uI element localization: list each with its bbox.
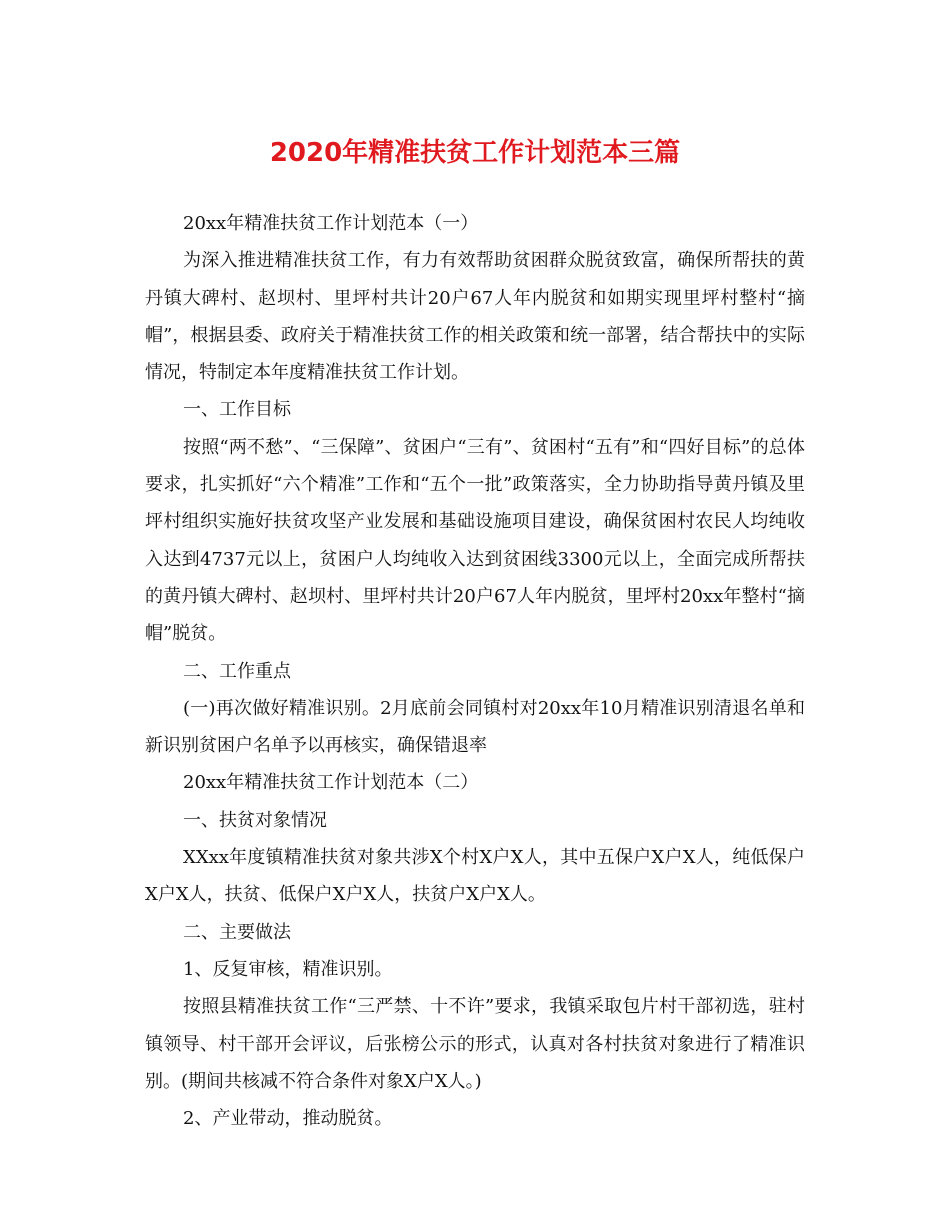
section-heading: 二、工作重点	[183, 660, 291, 682]
document-title: 2020年精准扶贫工作计划范本三篇	[269, 138, 681, 168]
paragraph-heading-2: 20xx年精准扶贫工作计划范本（二）	[183, 772, 479, 794]
paragraph: 为深入推进精准扶贫工作，有力有效帮助贫困群众脱贫致富，确保所帮扶的黄丹镇大碑村、赵坝村、里坪村共计20户67人年内脱贫和如期实现里坪村整村“摘帽”，根据县委、政府关于精准扶贫工作的相关政策和统一部署，结合帮扶中的实际情况，特制定本年度精准扶贫工作计划。	[145, 250, 805, 384]
paragraph: XXxx年度镇精准扶贫对象共涉X个村X户X人，其中五保户X户X人，纯低保户X户X人，扶贫、低保户X户X人，扶贫户X户X人。	[145, 847, 805, 906]
subsection-heading: 2、产业带动，推动脱贫。	[183, 1108, 393, 1130]
document-body	[145, 205, 805, 1137]
paragraph-heading-1: 20xx年精准扶贫工作计划范本（一）	[183, 213, 479, 234]
subsection-heading: 1、反复审核，精准识别。	[183, 958, 393, 980]
paragraph: (一)再次做好精准识别。2月底前会同镇村对20xx年10月精准识别清退名单和新识别贫困户名单予以再核实，确保错退率	[145, 697, 805, 757]
section-heading: 二、主要做法	[183, 921, 291, 943]
section-heading: 一、扶贫对象情况	[183, 809, 327, 831]
paragraph: 按照县精准扶贫工作“三严禁、十不许”要求，我镇采取包片村干部初选，驻村镇领导、村干部开会评议，后张榜公示的形式，认真对各村扶贫对象进行了精准识别。(期间共核减不符合条件对象X户X人。)	[145, 996, 805, 1092]
paragraph: 按照“两不愁”、“三保障”、贫困户“三有”、贫困村“五有”和“四好目标”的总体要求，扎实抓好“六个精准”工作和“五个一批”政策落实，全力协助指导黄丹镇及里坪村组织实施好扶贫攻坚产业发展和基础设施项目建设，确保贫困村农民人均纯收入达到4737元以上，贫困户人均纯收入达到贫困线3300元以上，全面完成所帮扶的黄丹镇大碑村、赵坝村、里坪村共计20户67人年内脱贫，里坪村20xx年整村“摘帽”脱贫。	[145, 436, 805, 645]
section-heading: 一、工作目标	[183, 399, 291, 421]
